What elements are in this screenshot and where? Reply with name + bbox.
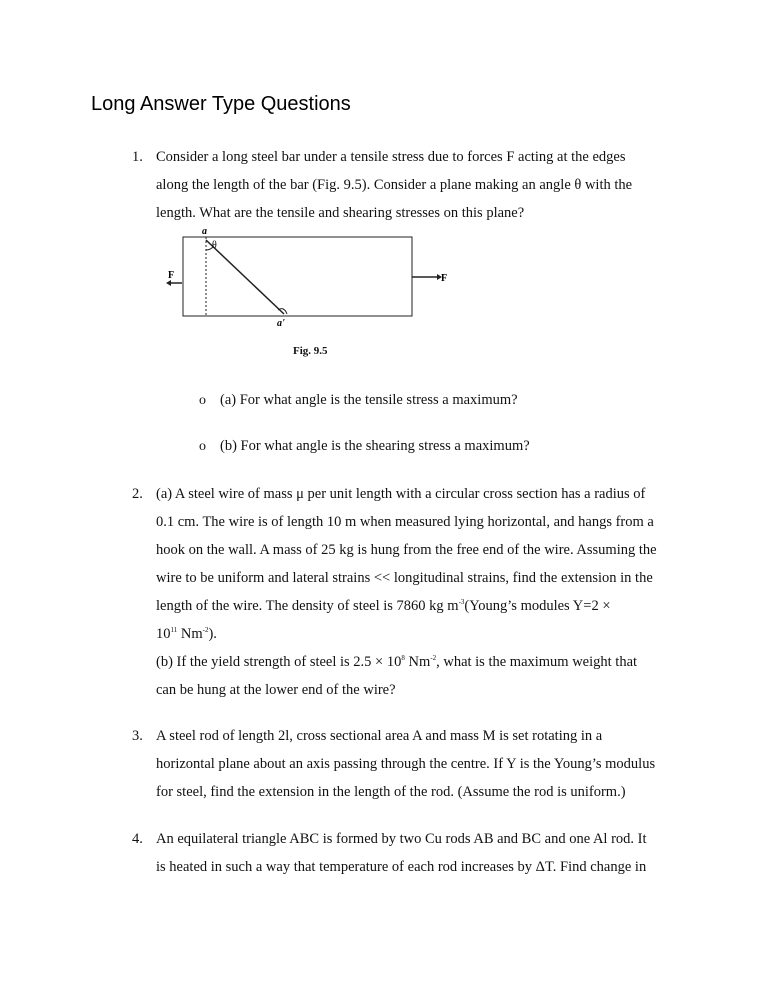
question-number: 2. <box>132 486 143 502</box>
question-text-line: is heated in such a way that temperature of each rod increases by ΔT. Find change in <box>156 859 647 875</box>
question-text-line: can be hung at the lower end of the wire? <box>156 682 396 698</box>
bullet: o <box>199 439 206 454</box>
page-heading: Long Answer Type Questions <box>91 93 351 115</box>
plane-line <box>206 240 284 314</box>
question-text-line: An equilateral triangle ABC is formed by two Cu rods AB and BC and one Al rod. It <box>156 831 647 847</box>
question-number: 4. <box>132 831 143 847</box>
question-text-line: (a) A steel wire of mass μ per unit length with a circular cross section has a radius of <box>156 486 646 502</box>
question-text-line: length of the wire. The density of steel is 7860 kg $m^{-3}(Young’s$ modules Y=2 × <box>156 598 611 614</box>
question-text-line: horizontal plane about an axis passing through the centre. If Y is the Young’s modulus <box>156 756 656 772</box>
question-text-line: wire to be uniform and lateral strains << longitudinal strains, find the extension in the <box>156 570 653 586</box>
sub-question-text: (b) For what angle is the shearing stress a maximum? <box>220 438 530 454</box>
sub-question-text: (a) For what angle is the tensile stress a maximum? <box>220 392 518 408</box>
question-number: 1. <box>132 149 143 165</box>
question-text-line: (b) If the yield strength of steel is $2.5 \times 10^8$ $Nm^{-2}$, what is the maximum weight that <box>156 654 638 670</box>
bullet: o <box>199 393 206 408</box>
steel-bar-figure <box>160 228 460 328</box>
question-text-line: Consider a long steel bar under a tensile stress due to forces F acting at the edges <box>156 149 626 165</box>
question-text-line: A steel rod of length 2l, cross sectional area A and mass M is set rotating in a <box>156 728 603 744</box>
bar-outline <box>183 237 412 316</box>
question-text-line: hook on the wall. A mass of 25 kg is hung from the free end of the wire. Assuming the <box>156 542 657 558</box>
question-text-line: $10^{11}$ $Nm^{-2}$). <box>156 626 217 642</box>
question-text-line: along the length of the bar (Fig. 9.5). Consider a plane making an angle θ with the <box>156 177 633 193</box>
question-text-line: for steel, find the extension in the length of the rod. (Assume the rod is uniform.) <box>156 784 626 800</box>
question-text-line: 0.1 cm. The wire is of length 10 m when measured lying horizontal, and hangs from a <box>156 514 654 530</box>
label-a-prime: a' <box>277 318 285 328</box>
figure-caption: Fig. 9.5 <box>293 345 328 357</box>
question-number: 3. <box>132 728 143 744</box>
question-text-line: length. What are the tensile and shearing stresses on this plane? <box>156 205 525 221</box>
label-a: a <box>202 228 207 237</box>
label-force-left: F <box>168 270 175 281</box>
label-force-right: F <box>441 273 448 284</box>
label-theta: θ <box>212 240 217 251</box>
